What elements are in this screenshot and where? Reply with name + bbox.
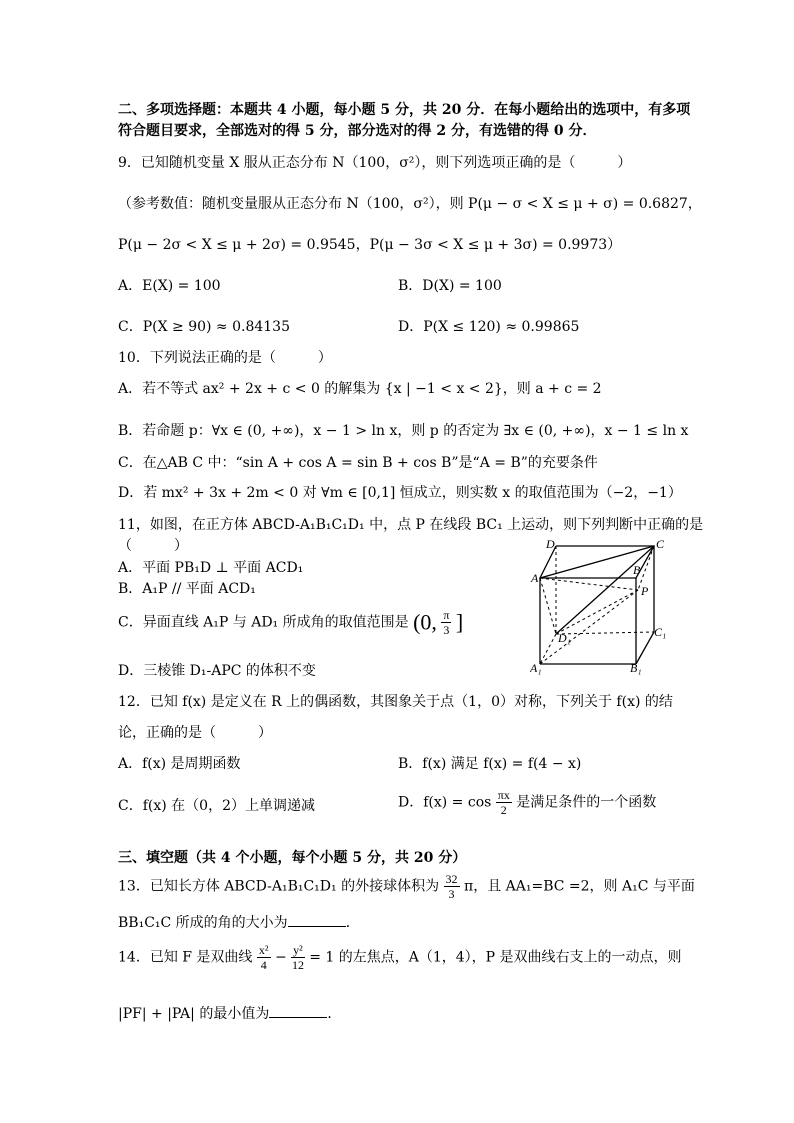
fraction-numerator: 32	[445, 872, 458, 886]
question-13-line-1	[118, 872, 695, 901]
question-12-option-d	[398, 788, 656, 817]
question-13-end: ．	[345, 915, 360, 931]
question-11-option-a: A．平面 PB₁D ⊥ 平面 ACD₁	[118, 560, 304, 576]
answer-blank[interactable]	[269, 1005, 327, 1018]
question-12-option-d-prefix: D．f(x) = cos	[398, 794, 492, 811]
fraction-numerator: y²	[293, 943, 303, 957]
question-12-stem-line-1: 12．已知 f(x) 是定义在 R 上的偶函数，其图象关于点（1，0）对称，下列关于 f(x) 的结	[118, 694, 673, 710]
minus-sign: −	[274, 949, 287, 966]
question-12-option-b: B．f(x) 满足 f(x) = f(4 − x)	[398, 756, 582, 772]
question-11-answer-paren: （ ）	[118, 538, 188, 554]
answer-blank[interactable]	[288, 914, 346, 927]
question-10-option-a: A．若不等式 ax² + 2x + c < 0 的解集为 {x | −1 < x < 2}，则 a + c = 2	[118, 381, 602, 397]
question-10-option-c: C．在△AB C 中：“sin A + cos A = sin B + cos B”是“A = B”的充要条件	[118, 455, 598, 471]
question-9-reference-2: P(μ − 2σ < X ≤ μ + 2σ) = 0.9545，P(μ − 3σ < X ≤ μ + 3σ) = 0.9973）	[118, 237, 622, 253]
question-9-option-b: B．D(X) = 100	[398, 278, 502, 294]
label-d1: D₁	[558, 631, 571, 645]
section-2-line-1: 二、多项选择题：本题共 4 小题，每小题 5 分，共 20 分．在每小题给出的选项中，有多项	[118, 102, 691, 118]
volume-fraction	[444, 872, 460, 901]
question-11-stem: 11，如图，在正方体 ABCD-A₁B₁C₁D₁ 中，点 P 在线段 BC₁ 上运动，则下列判断中正确的是	[118, 517, 704, 533]
question-14-end: ．	[327, 1006, 342, 1022]
label-b1: B₁	[630, 661, 642, 675]
label-b: B	[633, 563, 641, 577]
label-p: P	[641, 584, 649, 598]
fraction-denominator: 4	[260, 958, 267, 972]
question-13-suffix: π，且 AA₁=BC =2，则 A₁C 与平面	[464, 878, 695, 895]
question-9-option-c: C．P(X ≥ 90) ≈ 0.84135	[118, 319, 290, 335]
label-c: C	[656, 537, 665, 551]
cube-figure	[530, 536, 670, 676]
question-14-prefix: 14．已知 F 是双曲线	[118, 949, 253, 966]
fraction-denominator: 12	[291, 958, 304, 972]
edge-b1c1	[636, 632, 654, 664]
question-10-option-d: D．若 mx² + 3x + 2m < 0 对 ∀m ∈ [0,1] 恒成立，则实数 x 的取值范围为（−2，−1）	[118, 485, 682, 501]
hidden-edge-d1a1	[540, 634, 556, 664]
question-12-stem-line-2: 论，正确的是（ ）	[118, 725, 272, 741]
label-a1: A₁	[530, 661, 542, 675]
question-14-line-1	[118, 943, 682, 972]
x-squared-over-4	[257, 943, 271, 972]
fraction-numerator: πx	[497, 788, 510, 802]
y-squared-over-12	[291, 943, 305, 972]
question-9-option-a: A．E(X) = 100	[118, 278, 221, 294]
question-10-stem: 10．下列说法正确的是（ ）	[118, 350, 332, 366]
section-2-line-2: 符合题目要求，全部选对的得 5 分，部分选对的得 2 分，有选错的得 0 分．	[118, 123, 597, 139]
hidden-segment-a1p	[540, 590, 638, 664]
fraction-numerator: π	[443, 608, 450, 622]
question-12-option-a: A．f(x) 是周期函数	[118, 756, 241, 772]
fraction-denominator: 3	[443, 623, 450, 637]
interval-open: (0,	[413, 609, 437, 635]
interval-close: ]	[455, 609, 464, 635]
question-14-line-2-text: |PF| + |PA| 的最小值为	[118, 1006, 270, 1022]
pi-over-3-fraction	[441, 608, 451, 637]
question-11-option-d: D．三棱锥 D₁-APC 的体积不变	[118, 663, 316, 679]
question-12-option-d-suffix: 是满足条件的一个函数	[516, 794, 657, 811]
hidden-segment-ap	[540, 578, 638, 590]
question-9-stem: 9．已知随机变量 X 服从正态分布 N（100，σ²），则下列选项正确的是（ ）	[118, 155, 632, 171]
question-12-option-c: C．f(x) 在（0，2）上单调递减	[118, 798, 315, 814]
pix-over-2-fraction	[496, 788, 512, 817]
question-9-reference-1: （参考数值：随机变量服从正态分布 N（100，σ²），则 P(μ − σ < X ≤ μ + σ) = 0.6827，	[118, 196, 702, 212]
question-13-line-2-text: BB₁C₁C 所成的角的大小为	[118, 915, 288, 931]
label-a: A	[531, 571, 539, 585]
question-10-option-b: B．若命题 p：∀x ∈ (0, +∞)，x − 1 > ln x，则 p 的否定为 ∃x ∈ (0, +∞)，x − 1 ≤ ln x	[118, 423, 689, 439]
fraction-denominator: 2	[500, 803, 507, 817]
question-13-line-2	[118, 912, 360, 932]
hidden-segment-ad1	[540, 578, 556, 634]
question-11-option-c-text: C．异面直线 A₁P 与 AD₁ 所成角的取值范围是	[118, 614, 409, 631]
fraction-numerator: x²	[258, 943, 269, 957]
fraction-denominator: 3	[448, 887, 455, 901]
question-14-line-2	[118, 1003, 341, 1023]
question-11-option-b: B．A₁P // 平面 ACD₁	[118, 581, 256, 597]
question-13-prefix: 13．已知长方体 ABCD-A₁B₁C₁D₁ 的外接球体积为	[118, 878, 440, 895]
label-d: D	[546, 537, 555, 551]
question-11-option-c	[118, 608, 463, 637]
question-14-suffix: = 1 的左焦点，A（1，4），P 是双曲线右支上的一动点，则	[309, 949, 682, 966]
question-9-option-d: D．P(X ≤ 120) ≈ 0.99865	[398, 319, 580, 335]
section-3-heading: 三、填空题（共 4 个小题，每个小题 5 分，共 20 分）	[118, 850, 467, 866]
label-c1: C₁	[654, 625, 667, 639]
